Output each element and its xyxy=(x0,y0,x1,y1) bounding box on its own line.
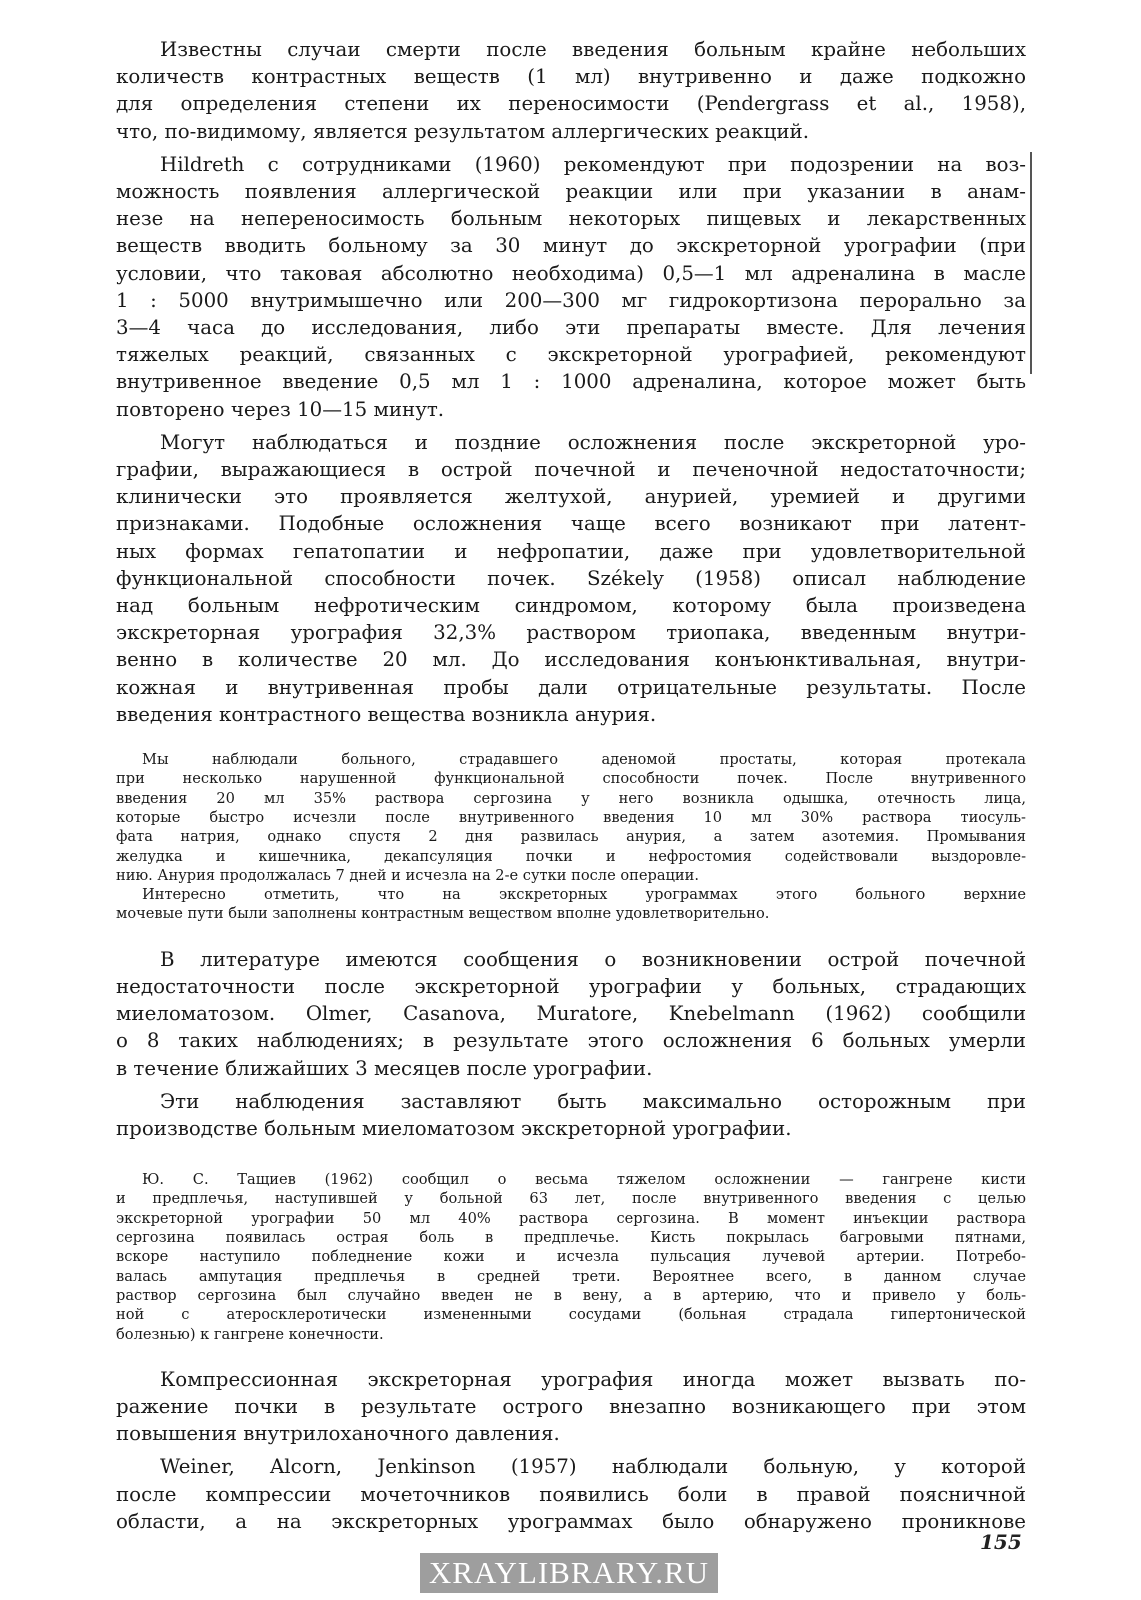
text-line: экскреторная урография 32,3% раствором триопака, введенным внутри- xyxy=(116,621,1026,645)
text-line: желудка и кишечника, декапсуляция почки и нефростомия содействовали выздоровле- xyxy=(116,847,1026,865)
text-line: внутривенное введение 0,5 мл 1 : 1000 адреналина, которое может быть xyxy=(116,370,1026,394)
text-line: повышения внутрилоханочного давления. xyxy=(116,1422,560,1446)
paragraph xyxy=(116,946,1026,1082)
text-line: венно в количестве 20 мл. До исследования конъюнктивальная, внутри- xyxy=(116,648,1026,672)
text-line: функциональной способности почек. Székely (1958) описал наблюдение xyxy=(116,566,1026,590)
text-line: при несколько нарушенной функциональной способности почек. После внутривенного xyxy=(116,770,1026,788)
page-body xyxy=(116,36,1026,1535)
text-line: производстве больным миеломатозом экскреторной урографии. xyxy=(116,1116,792,1140)
paragraph xyxy=(116,151,1026,423)
text-line: Мы наблюдали больного, страдавшего аденомой простаты, которая протекала xyxy=(142,751,1026,769)
text-line: что, по-видимому, является результатом аллергических реакций. xyxy=(116,119,810,143)
text-line: и предплечья, наступившей у больной 63 лет, после внутривенного введения с целью xyxy=(116,1190,1026,1208)
page-number: 155 xyxy=(980,1530,1022,1554)
text-line: количеств контрастных веществ (1 мл) внутривенно и даже подкожно xyxy=(116,65,1026,89)
text-line: Hildreth с сотрудниками (1960) рекомендуют при подозрении на воз- xyxy=(160,152,1026,176)
text-line: Weiner, Alcorn, Jenkinson (1957) наблюдали больную, у которой xyxy=(160,1455,1026,1479)
text-line: ных формах гепатопатии и нефропатии, даже при удовлетворительной xyxy=(116,539,1026,563)
text-line: в течение ближайших 3 месяцев после урографии. xyxy=(116,1056,653,1080)
paragraph xyxy=(116,429,1026,728)
text-line: можность появления аллергической реакции или при указании в анам- xyxy=(116,180,1026,204)
text-line: Могут наблюдаться и поздние осложнения после экскреторной уро- xyxy=(160,430,1026,454)
text-line: которые быстро исчезли после внутривенного введения 10 мл 30% раствора тиосуль- xyxy=(116,808,1026,826)
text-line: недостаточности после экскреторной урографии у больных, страдающих xyxy=(116,974,1026,998)
site-watermark: XRAYLIBRARY.RU xyxy=(420,1553,718,1593)
text-line: ной с атеросклеротически измененными сосудами (больная страдала гипертонической xyxy=(116,1306,1026,1324)
paragraph xyxy=(116,1088,1026,1142)
text-line: для определения степени их переносимости (Pendergrass et al., 1958), xyxy=(116,92,1026,116)
text-line: тяжелых реакций, связанных с экскреторной урографией, рекомендуют xyxy=(116,343,1026,367)
text-line: мочевые пути были заполнены контрастным веществом вполне удовлетворительно. xyxy=(116,905,770,923)
text-line: графии, выражающиеся в острой почечной и печеночной недостаточности; xyxy=(116,458,1026,482)
text-line: клинически это проявляется желтухой, анурией, уремией и другими xyxy=(116,485,1026,509)
text-line: раствор сергозина был случайно введен не в вену, а в артерию, что и привело у боль- xyxy=(116,1286,1026,1304)
text-line: экскреторной урографии 50 мл 40% раствора сергозина. В момент инъекции раствора xyxy=(116,1209,1026,1227)
text-line: условии, что таковая абсолютно необходима) 0,5—1 мл адреналина в масле xyxy=(116,261,1026,285)
text-line: 3—4 часа до исследования, либо эти препараты вместе. Для лечения xyxy=(116,316,1026,340)
text-line: 1 : 5000 внутримышечно или 200—300 мг гидрокортизона перорально за xyxy=(116,288,1026,312)
text-line: веществ вводить больному за 30 минут до экскреторной урографии (при xyxy=(116,234,1026,258)
text-line: незе на непереносимость больным некоторых пищевых и лекарственных xyxy=(116,207,1026,231)
text-line: вскоре наступило побледнение кожи и исчезла пульсация лучевой артерии. Потребо- xyxy=(116,1248,1026,1266)
text-line: ражение почки в результате острого внезапно возникающего при этом xyxy=(116,1395,1026,1419)
text-line: о 8 таких наблюдениях; в результате этого осложнения 6 больных умерли xyxy=(116,1029,1026,1053)
text-line: сергозина появилась острая боль в предплечье. Кисть покрылась багровыми пятнами, xyxy=(116,1229,1026,1247)
paragraph xyxy=(116,36,1026,145)
text-line: Компрессионная экскреторная урография иногда может вызвать по- xyxy=(160,1367,1026,1391)
text-line: введения 20 мл 35% раствора сергозина у него возникла одышка, отечность лица, xyxy=(116,789,1026,807)
text-line: миеломатозом. Olmer, Casanova, Muratore, Knebelmann (1962) сообщили xyxy=(116,1002,1026,1026)
text-line: фата натрия, однако спустя 2 дня развилась анурия, а затем азотемия. Промывания xyxy=(116,828,1026,846)
text-line: валась ампутация предплечья в средней трети. Вероятнее всего, в данном случае xyxy=(116,1267,1026,1285)
paragraph xyxy=(116,1366,1026,1448)
text-line: повторено через 10—15 минут. xyxy=(116,397,445,421)
text-line: над больным нефротическим синдромом, которому была произведена xyxy=(116,594,1026,618)
text-line: В литературе имеются сообщения о возникновении острой почечной xyxy=(160,947,1026,971)
text-line: Ю. С. Тащиев (1962) сообщил о весьма тяжелом осложнении — гангрене кисти xyxy=(142,1171,1026,1189)
text-line: признаками. Подобные осложнения чаще всего возникают при латент- xyxy=(116,512,1026,536)
text-line: области, а на экскреторных урограммах было обнаружено проникнове xyxy=(116,1509,1026,1533)
text-line: Известны случаи смерти после введения больным крайне небольших xyxy=(160,38,1026,61)
text-line: Эти наблюдения заставляют быть максимально осторожным при xyxy=(160,1089,1026,1113)
small-print-block xyxy=(116,750,1026,924)
small-print-block xyxy=(116,1170,1026,1344)
text-line: нию. Анурия продолжалась 7 дней и исчезла на 2-е сутки после операции. xyxy=(116,866,700,884)
text-line: введения контрастного вещества возникла анурия. xyxy=(116,702,657,726)
text-line: болезнью) к гангрене конечности. xyxy=(116,1325,384,1343)
paragraph xyxy=(116,1453,1026,1535)
text-line: после компрессии мочеточников появились боли в правой поясничной xyxy=(116,1482,1026,1506)
text-line: кожная и внутривенная пробы дали отрицательные результаты. После xyxy=(116,675,1026,699)
margin-line xyxy=(1030,152,1032,374)
text-line: Интересно отметить, что на экскреторных урограммах этого больного верхние xyxy=(142,886,1026,904)
